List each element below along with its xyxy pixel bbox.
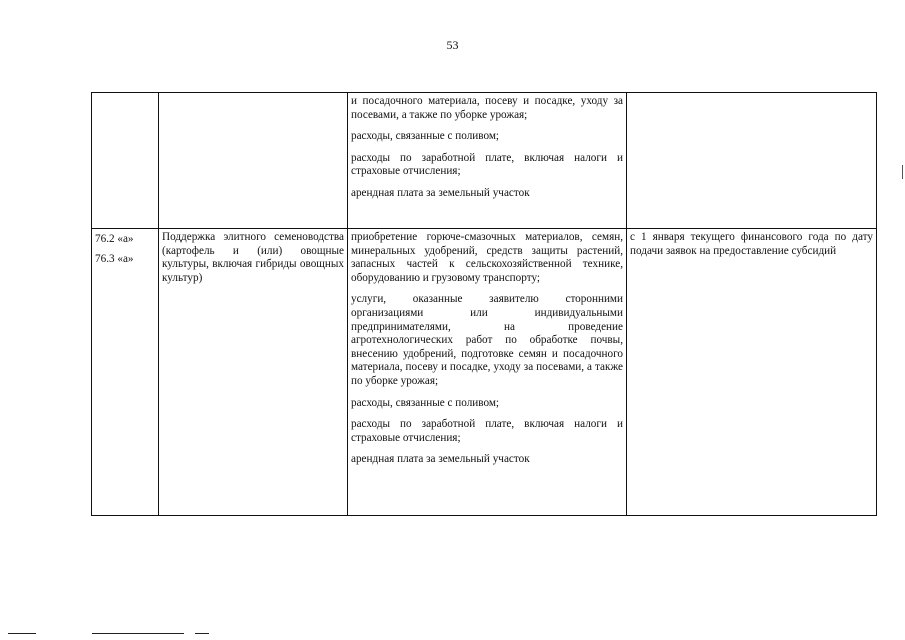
item-code: 76.3 «а»: [95, 252, 134, 265]
scan-artifact: [8, 633, 36, 634]
subsidy-table: [91, 92, 877, 516]
table-cell-code: [92, 229, 159, 516]
table-cell-code: [92, 93, 159, 229]
scan-artifact: [195, 633, 209, 634]
expense-item: расходы по заработной плате, включая налоги и страховые отчисления;: [351, 418, 623, 444]
expense-item: арендная плата за земельный участок: [351, 186, 530, 199]
table-cell-period: [627, 93, 877, 229]
table-cell-name: [159, 93, 348, 229]
table-cell-expenses: [348, 229, 627, 516]
scan-artifact: [902, 165, 903, 179]
expense-item: и посадочного материала, посеву и посадке, уходу за посевами, а также по уборке урожая;: [351, 95, 623, 121]
table-cell-name: [159, 229, 348, 516]
expense-item: приобретение горюче-смазочных материалов, семян, минеральных удобрений, средств защиты растений, запасных частей к сельскохозяйственной технике, оборудованию и грузовому транспорту;: [351, 231, 623, 284]
expense-item: расходы, связанные с поливом;: [351, 130, 500, 143]
table-row: [92, 229, 877, 516]
page-number: 53: [446, 38, 459, 52]
scan-artifact: [92, 633, 184, 634]
expense-item: расходы, связанные с поливом;: [351, 396, 500, 409]
expense-item: арендная плата за земельный участок: [351, 453, 530, 466]
period-text: с 1 января текущего финансового года по дату подачи заявок на предоставление субсидий: [630, 231, 873, 257]
table-cell-period: [627, 229, 877, 516]
subsidy-name: Поддержка элитного семеноводства (картофель и (или) овощные культуры, включая гибриды овощных культур): [162, 231, 344, 284]
table-row: [92, 93, 877, 229]
expense-item: услуги, оказанные заявителю сторонними организациями или индивидуальными предпринимателями, на проведение агротехнологических работ по обработке почвы, внесению удобрений, подготовке семян и посадочного материала, посеву и посадке, уходу за посевами, а также по уборке урожая;: [351, 293, 623, 387]
item-code: 76.2 «а»: [95, 233, 134, 245]
table-cell-expenses: [348, 93, 627, 229]
expense-item: расходы по заработной плате, включая налоги и страховые отчисления;: [351, 151, 623, 178]
